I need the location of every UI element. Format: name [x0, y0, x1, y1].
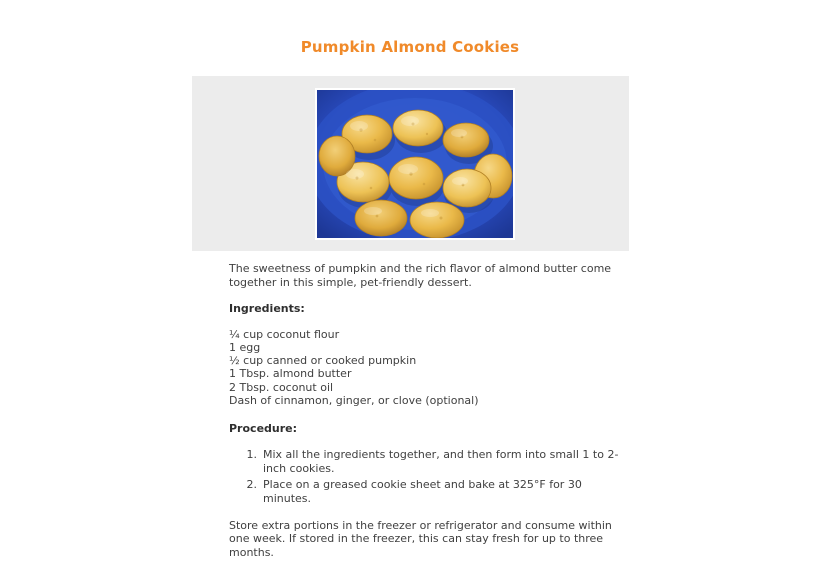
list-item: Dash of cinnamon, ginger, or clove (optional)	[229, 393, 479, 407]
list-item: ¼ cup coconut flour	[229, 327, 340, 341]
list-item: ½ cup canned or cooked pumpkin	[229, 354, 417, 368]
procedure-heading: Procedure:	[229, 422, 298, 436]
photo-frame	[315, 88, 515, 240]
recipe-outro: Store extra portions in the freezer or refrigerator and consume within one week. If stored in the freezer, this can stay fresh for up to three months.	[229, 518, 612, 559]
recipe-body	[229, 262, 629, 559]
recipe-intro: The sweetness of pumpkin and the rich flavor of almond butter come together in this simple, pet-friendly dessert.	[229, 262, 612, 289]
list-item: 1 Tbsp. almond butter	[229, 367, 352, 381]
page-title: Pumpkin Almond Cookies	[300, 38, 520, 56]
ingredients-heading: Ingredients:	[229, 302, 305, 315]
list-item: 2 Tbsp. coconut oil	[229, 380, 334, 394]
procedure-list	[229, 448, 629, 506]
list-item: Mix all the ingredients together, and then form into small 1 to 2-inch cookies.	[263, 447, 619, 475]
list-item: 1 egg	[229, 340, 261, 354]
recipe-photo	[317, 90, 513, 238]
list-item: Place on a greased cookie sheet and bake at 325°F for 30 minutes.	[263, 477, 582, 505]
ingredients-list	[229, 328, 629, 408]
